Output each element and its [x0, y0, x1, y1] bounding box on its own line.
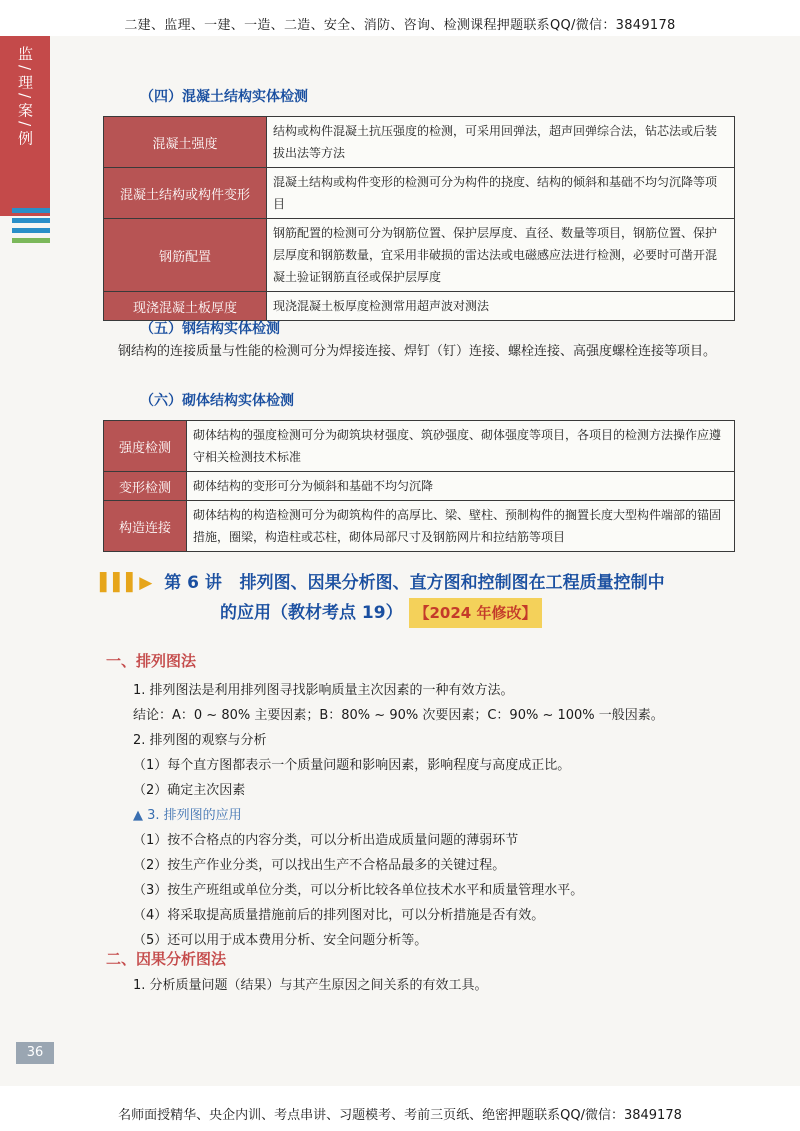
table-row — [104, 117, 735, 168]
part1-line: （1）按不合格点的内容分类，可以分析出造成质量问题的薄弱环节 — [133, 833, 519, 848]
table-row — [104, 501, 735, 552]
section6-title: （六）砌体结构实体检测 — [140, 393, 294, 409]
lecture-prefix: 第 6 讲 — [164, 573, 222, 593]
row-label: 现浇混凝土板厚度 — [104, 292, 267, 321]
footer-text: 名师面授精华、央企内训、考点串讲、习题模考、考前三页纸、绝密押题联系QQ/微信：3849178 — [118, 1108, 682, 1123]
row-text: 结构或构件混凝土抗压强度的检测，可采用回弹法，超声回弹综合法，钻芯法或后装拔出法等方法 — [267, 117, 735, 168]
part2-heading: 二、因果分析图法 — [106, 950, 227, 968]
table-row — [104, 292, 735, 321]
part1-line: （2）确定主次因素 — [133, 783, 246, 798]
lecture-heading — [100, 568, 760, 628]
side-tab — [0, 36, 50, 216]
row-label: 混凝土强度 — [104, 117, 267, 168]
lecture-title-line1: 排列图、因果分析图、直方图和控制图在工程质量控制中 — [239, 573, 665, 593]
lecture-title-line2: 的应用（教材考点 19） — [220, 603, 403, 623]
book-page — [0, 36, 800, 1086]
part1-line: （4）将采取提高质量措施前后的排列图对比，可以分析措施是否有效。 — [133, 908, 545, 923]
row-text: 砌体结构的变形可分为倾斜和基础不均匀沉降 — [187, 472, 735, 501]
table-row — [104, 168, 735, 219]
row-text: 现浇混凝土板厚度检测常用超声波对测法 — [267, 292, 735, 321]
part1-line: 结论：A：0 ~ 80% 主要因素；B：80% ~ 90% 次要因素；C：90% ~ 100% 一般因素。 — [133, 708, 664, 723]
page-footer — [0, 1090, 800, 1131]
side-tab-label: 监/理/案/例 — [16, 46, 34, 150]
section6-table — [103, 420, 735, 552]
section5-title: （五）钢结构实体检测 — [140, 321, 280, 337]
row-label: 变形检测 — [104, 472, 187, 501]
page-number: 36 — [16, 1042, 54, 1064]
row-text: 钢筋配置的检测可分为钢筋位置、保护层厚度、直径、数量等项目，钢筋位置、保护层厚度和钢筋数量，宜采用非破损的雷达法或电磁感应法进行检测，必要时可凿开混凝土验证钢筋直径或保护层厚度 — [267, 219, 735, 292]
part2-line: 1. 分析质量问题（结果）与其产生原因之间关系的有效工具。 — [133, 978, 488, 993]
table-row — [104, 421, 735, 472]
bars-icon: ▌▌▌▶ — [100, 573, 153, 593]
page-header — [0, 0, 800, 36]
row-label: 钢筋配置 — [104, 219, 267, 292]
row-text: 砌体结构的构造检测可分为砌筑构件的高厚比、梁、壁柱、预制构件的搁置长度大型构件端部的锚固措施，圈梁，构造柱或芯柱，砌体局部尺寸及钢筋网片和拉结筋等项目 — [187, 501, 735, 552]
part1-line: 2. 排列图的观察与分析 — [133, 733, 267, 748]
section4-title: （四）混凝土结构实体检测 — [140, 89, 308, 105]
section5-text: 钢结构的连接质量与性能的检测可分为焊接连接、焊钉（钉）连接、螺栓连接、高强度螺栓连接等项目。 — [118, 344, 717, 359]
part1-line: （1）每个直方图都表示一个质量问题和影响因素，影响程度与高度成正比。 — [133, 758, 571, 773]
part1-line: （3）按生产班组或单位分类，可以分析比较各单位技术水平和质量管理水平。 — [133, 883, 584, 898]
part1-line: （2）按生产作业分类，可以找出生产不合格品最多的关键过程。 — [133, 858, 506, 873]
row-text: 砌体结构的强度检测可分为砌筑块材强度、筑砂强度、砌体强度等项目，各项目的检测方法操作应遵守相关检测技术标准 — [187, 421, 735, 472]
side-stripes — [12, 208, 50, 248]
part1-line: 1. 排列图法是利用排列图寻找影响质量主次因素的一种有效方法。 — [133, 683, 514, 698]
table-row — [104, 472, 735, 501]
part1-line: （5）还可以用于成本费用分析、安全问题分析等。 — [133, 933, 428, 948]
row-text: 混凝土结构或构件变形的检测可分为构件的挠度、结构的倾斜和基础不均匀沉降等项目 — [267, 168, 735, 219]
table-row — [104, 219, 735, 292]
part1-heading: 一、排列图法 — [106, 652, 197, 670]
revision-tag: 【2024 年修改】 — [409, 598, 543, 628]
header-text: 二建、监理、一建、一造、二造、安全、消防、咨询、检测课程押题联系QQ/微信：3849178 — [124, 18, 676, 33]
section4-table — [103, 116, 735, 321]
row-label: 构造连接 — [104, 501, 187, 552]
row-label: 混凝土结构或构件变形 — [104, 168, 267, 219]
row-label: 强度检测 — [104, 421, 187, 472]
part1-line: ▲ 3. 排列图的应用 — [133, 808, 242, 823]
